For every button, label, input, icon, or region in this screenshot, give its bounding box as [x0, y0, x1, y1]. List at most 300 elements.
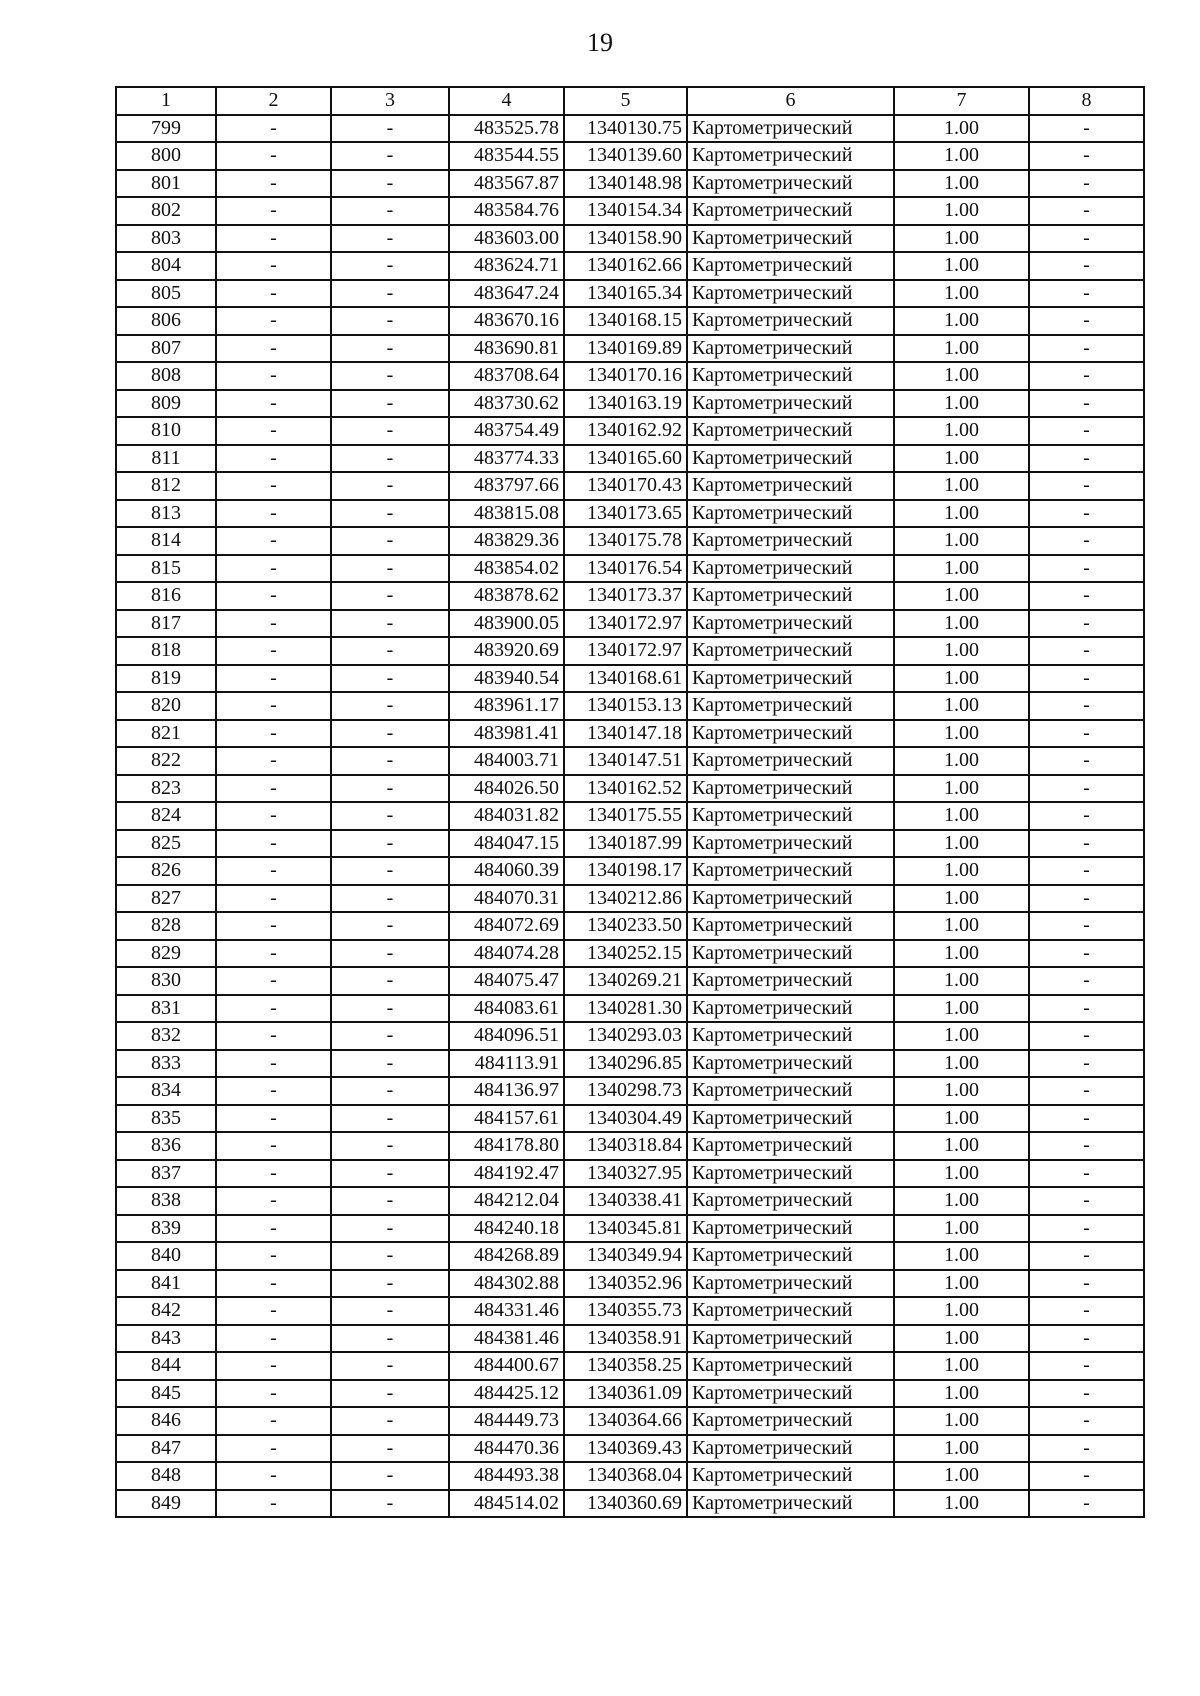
table-cell: - — [216, 555, 331, 583]
table-row — [116, 500, 1144, 528]
table-cell: 1340158.90 — [564, 225, 687, 253]
table-cell: - — [331, 1462, 449, 1490]
table-cell: 484083.61 — [449, 995, 564, 1023]
table-cell: - — [216, 197, 331, 225]
table-cell: 841 — [116, 1270, 216, 1298]
table-cell: 483854.02 — [449, 555, 564, 583]
table-cell: Картометрический — [687, 1435, 894, 1463]
table-row — [116, 1160, 1144, 1188]
table-cell: Картометрический — [687, 472, 894, 500]
table-cell: 1.00 — [894, 1297, 1029, 1325]
table-cell: 484400.67 — [449, 1352, 564, 1380]
table-cell: - — [216, 527, 331, 555]
table-cell: Картометрический — [687, 1022, 894, 1050]
table-cell: 833 — [116, 1050, 216, 1078]
table-row — [116, 1132, 1144, 1160]
table-cell: 1340369.43 — [564, 1435, 687, 1463]
table-cell: 484096.51 — [449, 1022, 564, 1050]
table-cell: 1340187.99 — [564, 830, 687, 858]
table-row — [116, 142, 1144, 170]
table-cell: - — [216, 1132, 331, 1160]
table-cell: 1340269.21 — [564, 967, 687, 995]
table-cell: 1340170.43 — [564, 472, 687, 500]
table-cell: - — [216, 967, 331, 995]
table-cell: 484047.15 — [449, 830, 564, 858]
table-cell: 1340176.54 — [564, 555, 687, 583]
table-cell: 1340345.81 — [564, 1215, 687, 1243]
table-cell: 826 — [116, 857, 216, 885]
table-cell: 842 — [116, 1297, 216, 1325]
table-cell: Картометрический — [687, 170, 894, 198]
table-row — [116, 1435, 1144, 1463]
column-header-2: 2 — [216, 87, 331, 115]
table-cell: - — [216, 995, 331, 1023]
table-cell: - — [216, 225, 331, 253]
table-cell: Картометрический — [687, 445, 894, 473]
table-cell: - — [216, 692, 331, 720]
table-cell: 1340162.92 — [564, 417, 687, 445]
table-cell: - — [331, 1022, 449, 1050]
table-cell: 1.00 — [894, 252, 1029, 280]
table-cell: 483670.16 — [449, 307, 564, 335]
table-cell: 1.00 — [894, 142, 1029, 170]
table-cell: 483754.49 — [449, 417, 564, 445]
table-cell: 811 — [116, 445, 216, 473]
table-cell: - — [331, 362, 449, 390]
table-cell: 807 — [116, 335, 216, 363]
table-row — [116, 637, 1144, 665]
table-cell: - — [216, 1077, 331, 1105]
table-cell: 1340304.49 — [564, 1105, 687, 1133]
table-cell: 840 — [116, 1242, 216, 1270]
table-cell: - — [331, 665, 449, 693]
table-cell: - — [331, 527, 449, 555]
table-cell: 803 — [116, 225, 216, 253]
table-cell: - — [1029, 775, 1144, 803]
table-cell: 1.00 — [894, 1105, 1029, 1133]
table-cell: 1340147.51 — [564, 747, 687, 775]
table-cell: 1340296.85 — [564, 1050, 687, 1078]
table-cell: 821 — [116, 720, 216, 748]
table-cell: 1.00 — [894, 1077, 1029, 1105]
table-cell: 1.00 — [894, 1407, 1029, 1435]
table-cell: 484331.46 — [449, 1297, 564, 1325]
table-row — [116, 1325, 1144, 1353]
table-cell: - — [1029, 527, 1144, 555]
table-cell: - — [331, 1077, 449, 1105]
table-cell: 1.00 — [894, 1160, 1029, 1188]
table-cell: 1.00 — [894, 445, 1029, 473]
table-cell: 1.00 — [894, 912, 1029, 940]
table-cell: - — [331, 1215, 449, 1243]
table-cell: Картометрический — [687, 390, 894, 418]
table-cell: 847 — [116, 1435, 216, 1463]
table-row — [116, 857, 1144, 885]
table-cell: - — [216, 775, 331, 803]
table-cell: 1.00 — [894, 307, 1029, 335]
table-cell: - — [331, 1242, 449, 1270]
table-cell: 845 — [116, 1380, 216, 1408]
table-cell: Картометрический — [687, 665, 894, 693]
table-row — [116, 362, 1144, 390]
table-row — [116, 197, 1144, 225]
table-cell: Картометрический — [687, 1297, 894, 1325]
table-cell: 1340139.60 — [564, 142, 687, 170]
table-cell: - — [1029, 665, 1144, 693]
table-cell: - — [216, 637, 331, 665]
table-cell: 483961.17 — [449, 692, 564, 720]
table-cell: 1.00 — [894, 472, 1029, 500]
table-cell: - — [331, 445, 449, 473]
table-cell: - — [331, 555, 449, 583]
table-cell: - — [216, 417, 331, 445]
table-cell: 1340355.73 — [564, 1297, 687, 1325]
table-cell: Картометрический — [687, 885, 894, 913]
table-cell: 484470.36 — [449, 1435, 564, 1463]
table-cell: Картометрический — [687, 362, 894, 390]
table-cell: 849 — [116, 1490, 216, 1518]
table-cell: - — [216, 747, 331, 775]
table-cell: 799 — [116, 115, 216, 143]
table-cell: - — [216, 720, 331, 748]
table-cell: 1.00 — [894, 1215, 1029, 1243]
table-cell: Картометрический — [687, 995, 894, 1023]
table-cell: - — [1029, 1050, 1144, 1078]
table-cell: Картометрический — [687, 500, 894, 528]
column-header-3: 3 — [331, 87, 449, 115]
table-cell: 484192.47 — [449, 1160, 564, 1188]
table-cell: - — [331, 225, 449, 253]
table-cell: 1340212.86 — [564, 885, 687, 913]
table-cell: 808 — [116, 362, 216, 390]
table-cell: - — [1029, 582, 1144, 610]
table-cell: 484031.82 — [449, 802, 564, 830]
table-cell: Картометрический — [687, 225, 894, 253]
table-cell: - — [1029, 1215, 1144, 1243]
table-cell: 819 — [116, 665, 216, 693]
table-cell: 483730.62 — [449, 390, 564, 418]
table-cell: - — [1029, 1297, 1144, 1325]
table-row — [116, 527, 1144, 555]
table-cell: - — [1029, 555, 1144, 583]
table-cell: 1340147.18 — [564, 720, 687, 748]
table-cell: - — [216, 1050, 331, 1078]
table-cell: 1340162.52 — [564, 775, 687, 803]
table-cell: - — [216, 912, 331, 940]
table-cell: - — [1029, 1132, 1144, 1160]
table-cell: - — [1029, 390, 1144, 418]
table-row — [116, 995, 1144, 1023]
table-cell: 1340364.66 — [564, 1407, 687, 1435]
table-cell: 802 — [116, 197, 216, 225]
table-cell: Картометрический — [687, 1187, 894, 1215]
table-cell: 1.00 — [894, 940, 1029, 968]
table-row — [116, 830, 1144, 858]
table-cell: - — [331, 280, 449, 308]
table-row — [116, 582, 1144, 610]
table-cell: 1340349.94 — [564, 1242, 687, 1270]
table-cell: - — [331, 1352, 449, 1380]
table-cell: 1.00 — [894, 280, 1029, 308]
table-cell: 804 — [116, 252, 216, 280]
table-cell: 1.00 — [894, 170, 1029, 198]
table-cell: - — [216, 1242, 331, 1270]
table-cell: - — [216, 170, 331, 198]
table-cell: - — [1029, 610, 1144, 638]
table-cell: 483567.87 — [449, 170, 564, 198]
table-cell: Картометрический — [687, 720, 894, 748]
table-row — [116, 555, 1144, 583]
table-cell: - — [331, 307, 449, 335]
table-cell: 822 — [116, 747, 216, 775]
table-row — [116, 225, 1144, 253]
table-cell: - — [1029, 197, 1144, 225]
table-cell: 1.00 — [894, 1352, 1029, 1380]
table-cell: Картометрический — [687, 830, 894, 858]
table-cell: 484449.73 — [449, 1407, 564, 1435]
table-cell: 484178.80 — [449, 1132, 564, 1160]
table-header — [116, 87, 1144, 115]
table-cell: - — [1029, 1022, 1144, 1050]
table-cell: - — [331, 857, 449, 885]
table-cell: 805 — [116, 280, 216, 308]
table-cell: - — [1029, 1380, 1144, 1408]
table-row — [116, 1462, 1144, 1490]
table-row — [116, 1187, 1144, 1215]
table-row — [116, 1022, 1144, 1050]
table-cell: 483690.81 — [449, 335, 564, 363]
table-cell: - — [1029, 335, 1144, 363]
coordinates-table — [115, 86, 1145, 1518]
table-cell: 483878.62 — [449, 582, 564, 610]
table-cell: - — [331, 390, 449, 418]
table-cell: - — [331, 1490, 449, 1518]
table-cell: 483603.00 — [449, 225, 564, 253]
table-cell: 810 — [116, 417, 216, 445]
table-cell: - — [216, 335, 331, 363]
table-cell: 1340165.60 — [564, 445, 687, 473]
table-cell: 824 — [116, 802, 216, 830]
table-cell: - — [216, 1490, 331, 1518]
table-row — [116, 390, 1144, 418]
table-cell: - — [216, 1435, 331, 1463]
table-cell: 1.00 — [894, 1380, 1029, 1408]
table-cell: 484072.69 — [449, 912, 564, 940]
table-row — [116, 720, 1144, 748]
table-row — [116, 1490, 1144, 1518]
table-cell: Картометрический — [687, 1407, 894, 1435]
table-row — [116, 1407, 1144, 1435]
table-cell: 1.00 — [894, 802, 1029, 830]
table-cell: 835 — [116, 1105, 216, 1133]
table-cell: - — [331, 1105, 449, 1133]
table-cell: Картометрический — [687, 582, 894, 610]
table-cell: 838 — [116, 1187, 216, 1215]
table-cell: - — [331, 417, 449, 445]
column-header-7: 7 — [894, 87, 1029, 115]
table-cell: - — [331, 720, 449, 748]
table-cell: 815 — [116, 555, 216, 583]
table-cell: - — [216, 665, 331, 693]
table-cell: - — [331, 1380, 449, 1408]
table-cell: - — [331, 1270, 449, 1298]
table-cell: 812 — [116, 472, 216, 500]
table-cell: - — [1029, 225, 1144, 253]
table-cell: - — [331, 747, 449, 775]
table-cell: Картометрический — [687, 610, 894, 638]
table-cell: 1340168.61 — [564, 665, 687, 693]
table-cell: 1340175.78 — [564, 527, 687, 555]
table-cell: Картометрический — [687, 1105, 894, 1133]
table-cell: - — [1029, 747, 1144, 775]
table-cell: 483708.64 — [449, 362, 564, 390]
table-cell: - — [216, 500, 331, 528]
table-cell: 484074.28 — [449, 940, 564, 968]
table-cell: 1.00 — [894, 967, 1029, 995]
table-cell: 483900.05 — [449, 610, 564, 638]
table-row — [116, 252, 1144, 280]
table-cell: 1340172.97 — [564, 637, 687, 665]
table-row — [116, 307, 1144, 335]
table-cell: 483940.54 — [449, 665, 564, 693]
table-cell: - — [1029, 857, 1144, 885]
table-cell: 484268.89 — [449, 1242, 564, 1270]
table-cell: Картометрический — [687, 637, 894, 665]
table-cell: - — [216, 1160, 331, 1188]
table-cell: 483525.78 — [449, 115, 564, 143]
table-cell: - — [331, 582, 449, 610]
table-cell: 483815.08 — [449, 500, 564, 528]
table-cell: - — [1029, 912, 1144, 940]
table-cell: 1340162.66 — [564, 252, 687, 280]
table-cell: 1340168.15 — [564, 307, 687, 335]
table-cell: 813 — [116, 500, 216, 528]
table-cell: 1.00 — [894, 1270, 1029, 1298]
column-header-6: 6 — [687, 87, 894, 115]
table-cell: 1.00 — [894, 1132, 1029, 1160]
table-cell: 1340252.15 — [564, 940, 687, 968]
table-cell: Картометрический — [687, 747, 894, 775]
table-row — [116, 1215, 1144, 1243]
table-cell: 1.00 — [894, 885, 1029, 913]
table-row — [116, 1352, 1144, 1380]
table-cell: - — [216, 1297, 331, 1325]
table-cell: 1340172.97 — [564, 610, 687, 638]
table-cell: 1340318.84 — [564, 1132, 687, 1160]
header-row — [116, 87, 1144, 115]
table-cell: - — [331, 1435, 449, 1463]
table-cell: 1.00 — [894, 1050, 1029, 1078]
table-cell: 484070.31 — [449, 885, 564, 913]
table-cell: - — [216, 280, 331, 308]
table-cell: 1340338.41 — [564, 1187, 687, 1215]
table-cell: 839 — [116, 1215, 216, 1243]
table-cell: Картометрический — [687, 857, 894, 885]
table-cell: Картометрический — [687, 1325, 894, 1353]
table-cell: Картометрический — [687, 307, 894, 335]
table-cell: - — [1029, 445, 1144, 473]
column-header-4: 4 — [449, 87, 564, 115]
table-cell: 1340298.73 — [564, 1077, 687, 1105]
table-cell: - — [1029, 1187, 1144, 1215]
table-cell: 1340165.34 — [564, 280, 687, 308]
table-row — [116, 1105, 1144, 1133]
table-cell: Картометрический — [687, 1132, 894, 1160]
table-cell: - — [331, 967, 449, 995]
table-cell: 848 — [116, 1462, 216, 1490]
table-cell: - — [216, 940, 331, 968]
table-cell: 483981.41 — [449, 720, 564, 748]
table-cell: 820 — [116, 692, 216, 720]
table-cell: 484212.04 — [449, 1187, 564, 1215]
table-cell: - — [1029, 115, 1144, 143]
table-row — [116, 445, 1144, 473]
table-cell: 1340153.13 — [564, 692, 687, 720]
table-row — [116, 802, 1144, 830]
table-cell: 484026.50 — [449, 775, 564, 803]
table-cell: Картометрический — [687, 142, 894, 170]
table-cell: 816 — [116, 582, 216, 610]
table-cell: 1.00 — [894, 1462, 1029, 1490]
table-cell: 483829.36 — [449, 527, 564, 555]
table-cell: - — [1029, 170, 1144, 198]
table-cell: - — [1029, 1270, 1144, 1298]
table-cell: 484003.71 — [449, 747, 564, 775]
table-cell: 1340173.65 — [564, 500, 687, 528]
column-header-8: 8 — [1029, 87, 1144, 115]
table-cell: - — [1029, 692, 1144, 720]
table-cell: - — [331, 1187, 449, 1215]
table-cell: 1.00 — [894, 225, 1029, 253]
table-cell: Картометрический — [687, 1380, 894, 1408]
table-cell: - — [1029, 802, 1144, 830]
table-cell: - — [331, 1132, 449, 1160]
table-cell: 1.00 — [894, 1435, 1029, 1463]
table-cell: 483797.66 — [449, 472, 564, 500]
table-cell: 806 — [116, 307, 216, 335]
table-cell: - — [1029, 1105, 1144, 1133]
table-cell: 814 — [116, 527, 216, 555]
table-cell: - — [1029, 1407, 1144, 1435]
table-cell: - — [331, 252, 449, 280]
column-header-1: 1 — [116, 87, 216, 115]
table-cell: - — [216, 142, 331, 170]
table-cell: 809 — [116, 390, 216, 418]
table-row — [116, 912, 1144, 940]
table-cell: - — [331, 500, 449, 528]
table-cell: - — [331, 1297, 449, 1325]
table-cell: 832 — [116, 1022, 216, 1050]
table-cell: 1340358.91 — [564, 1325, 687, 1353]
table-cell: Картометрический — [687, 1490, 894, 1518]
table-cell: 1340327.95 — [564, 1160, 687, 1188]
table-cell: - — [331, 1325, 449, 1353]
table-cell: 825 — [116, 830, 216, 858]
table-cell: 830 — [116, 967, 216, 995]
table-cell: 836 — [116, 1132, 216, 1160]
table-row — [116, 472, 1144, 500]
table-cell: Картометрический — [687, 1352, 894, 1380]
table-cell: 837 — [116, 1160, 216, 1188]
table-row — [116, 1270, 1144, 1298]
table-cell: 484075.47 — [449, 967, 564, 995]
table-row — [116, 335, 1144, 363]
table-cell: 483544.55 — [449, 142, 564, 170]
table-cell: - — [1029, 1462, 1144, 1490]
table-cell: 823 — [116, 775, 216, 803]
table-cell: - — [216, 307, 331, 335]
table-cell: - — [216, 885, 331, 913]
